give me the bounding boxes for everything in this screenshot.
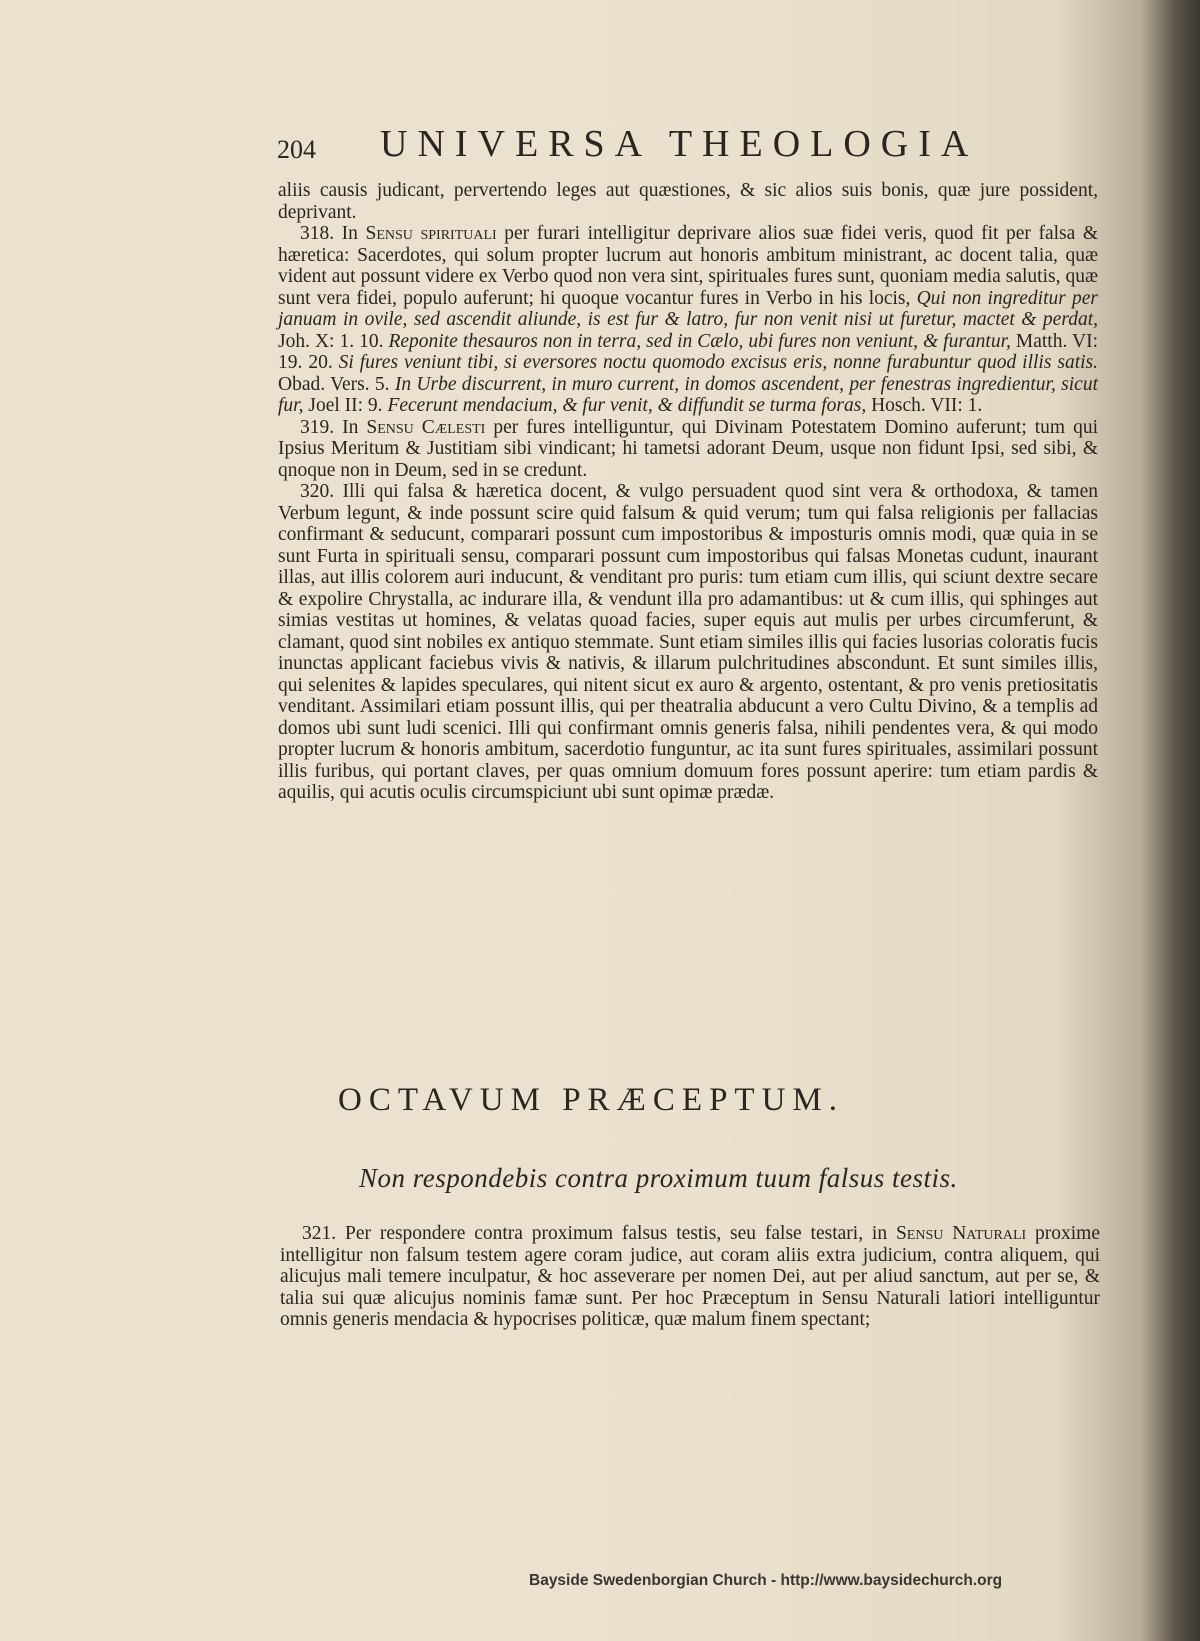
paragraph-text: per fures intelliguntur, qui Divinam Potestatem Domino auferunt; tum qui Ipsius Meritum & Justitiam sibi vindicant; hi tametsi adorant Deum, usque non fidunt Ipsi, sed sibi, & qnoque non in Deum, sed in se credunt. (278, 416, 1098, 481)
scripture-quote: Si fures veniunt tibi, si eversores noctu quomodo excisus eris, nonne furabuntur quod illis satis. (338, 352, 1098, 373)
paragraph-319 (278, 417, 1098, 482)
small-caps-term: Sensu spirituali (365, 223, 497, 244)
scripture-quote: Qui non ingreditur per januam in ovile, sed ascendit aliunde, is est fur & latro, fur non venit nisi ut furetur, mactet & perdat, (278, 287, 1099, 330)
scripture-ref: Obad. Vers. 5. (278, 373, 395, 395)
section-heading: OCTAVUM PRÆCEPTUM. (338, 1082, 844, 1118)
scripture-ref: Joel II: 9. (303, 395, 388, 416)
scripture-ref: Joh. X: 1. 10. (278, 330, 389, 352)
body-text (278, 180, 1098, 804)
page-number: 204 (277, 135, 316, 164)
body-text-2 (280, 1223, 1100, 1331)
paragraph-318 (278, 223, 1098, 417)
paragraph-320: 320. Illi qui falsa & hæretica docent, & vulgo persuadent quod sint vera & orthodoxa, & tamen Verbum legunt, & inde possunt scire quid falsum & quid verum; tum qui falsa religionis per fallacias confirmant & seducunt, comparari possunt cum impostoribus & imposturis omnis modi, quæ quia in se sunt Furta in spirituali sensu, comparari possunt cum impostoribus qui falsas Monetas cudunt, inaurant illas, aut illis colorem auri inducunt, & venditant pro puris: tum etiam cum illis, qui sciunt dextre secare & expolire Chrystalla, ac indurare illa, & vendunt illa pro adamantibus: ut & cum illis, qui sphinges aut simias vestitas ut homines, & velatas quoad facies, super equis aut mulis per urbes circumferunt, & clamant, quod sint nobiles ex antiquo stemmate. Sunt etiam similes illis qui facies lusorias coloratis fucis inunctas applicant faciebus vivis & nativis, & illarum pulchritudines abscondunt. Et sunt similes illis, qui selenites & lapides speculares, qui nitent sicut ex auro & argento, ostentant, & pro venis pretiositatis venditant. Assimilari etiam possunt illis, qui per theatralia abducunt a vero Cultu Divino, & a templis ad domos ubi sunt ludi scenici. Illi qui confirmant omnis generis falsa, nihili pendentes vera, & qui modo propter lucrum & honoris ambitum, sacerdotio funguntur, ac ita sunt fures spirituales, assimilari possunt illis furibus, qui portant claves, per quas omnium domuum fores possunt aperire: tum etiam pardis & aquilis, qui acutis oculis circumspiciunt ubi sunt opimæ prædæ. (278, 481, 1098, 803)
scripture-quote: In Urbe discurrent, in muro current, in domos ascendent, per fenestras ingredientur, sicut fur, (278, 373, 1098, 416)
scripture-ref: Matth. VI: 19. 20. (278, 330, 1098, 373)
paragraph-number: 318. In (300, 223, 366, 244)
paragraph-text: 321. Per respondere contra proximum falsus testis, seu false testari, in (302, 1223, 896, 1244)
scripture-quote: Reponite thesauros non in terra, sed in Cælo, ubi fures non veniunt, & furantur, (388, 330, 1011, 352)
small-caps-term: Sensu Naturali (895, 1223, 1027, 1244)
running-title: UNIVERSA THEOLOGIA (380, 123, 979, 165)
paragraph-321 (280, 1223, 1100, 1331)
scripture-quote: Fecerunt mendacium, & fur venit, & diffundit se turma foras, (387, 395, 867, 416)
section-subheading: Non respondebis contra proximum tuum falsus testis. (359, 1163, 958, 1193)
footer-credit: Bayside Swedenborgian Church - http://www.baysidechurch.org (529, 1572, 1003, 1589)
small-caps-term: Sensu Cælesti (366, 416, 486, 438)
paragraph-text: proxime intelligitur non falsum testem agere coram judice, aut coram aliis extra judicium, contra aliquem, qui alicujus mali temere inculpatur, & hoc asseverare per nomen Dei, aut per aliud sanctum, aut per se, & talia sui quæ alicujus nominis famæ sunt. Per hoc Præceptum in Sensu Naturali latiori intelliguntur omnis generis mendacia & hypocrises politicæ, quæ malum finem spectant; (280, 1223, 1101, 1330)
paragraph-continuation: aliis causis judicant, pervertendo leges aut quæstiones, & sic alios suis bonis, quæ jure possident, deprivant. (278, 180, 1098, 223)
scripture-ref: Hosch. VII: 1. (866, 395, 983, 416)
paragraph-text: per furari intelligitur deprivare alios suæ fidei veris, quod fit per falsa & hæretica: Sacerdotes, qui solum propter lucrum aut honoris ambitum ministrant, ac docent talia, quæ vident aut possunt videre ex Verbo quod non vera sint, spirituales fures sunt, quoniam media salutis, quæ sunt vera fidei, populo auferunt; hi quoque vocantur fures in Verbo in his locis, (278, 223, 1099, 309)
paragraph-number: 319. In (300, 416, 367, 438)
